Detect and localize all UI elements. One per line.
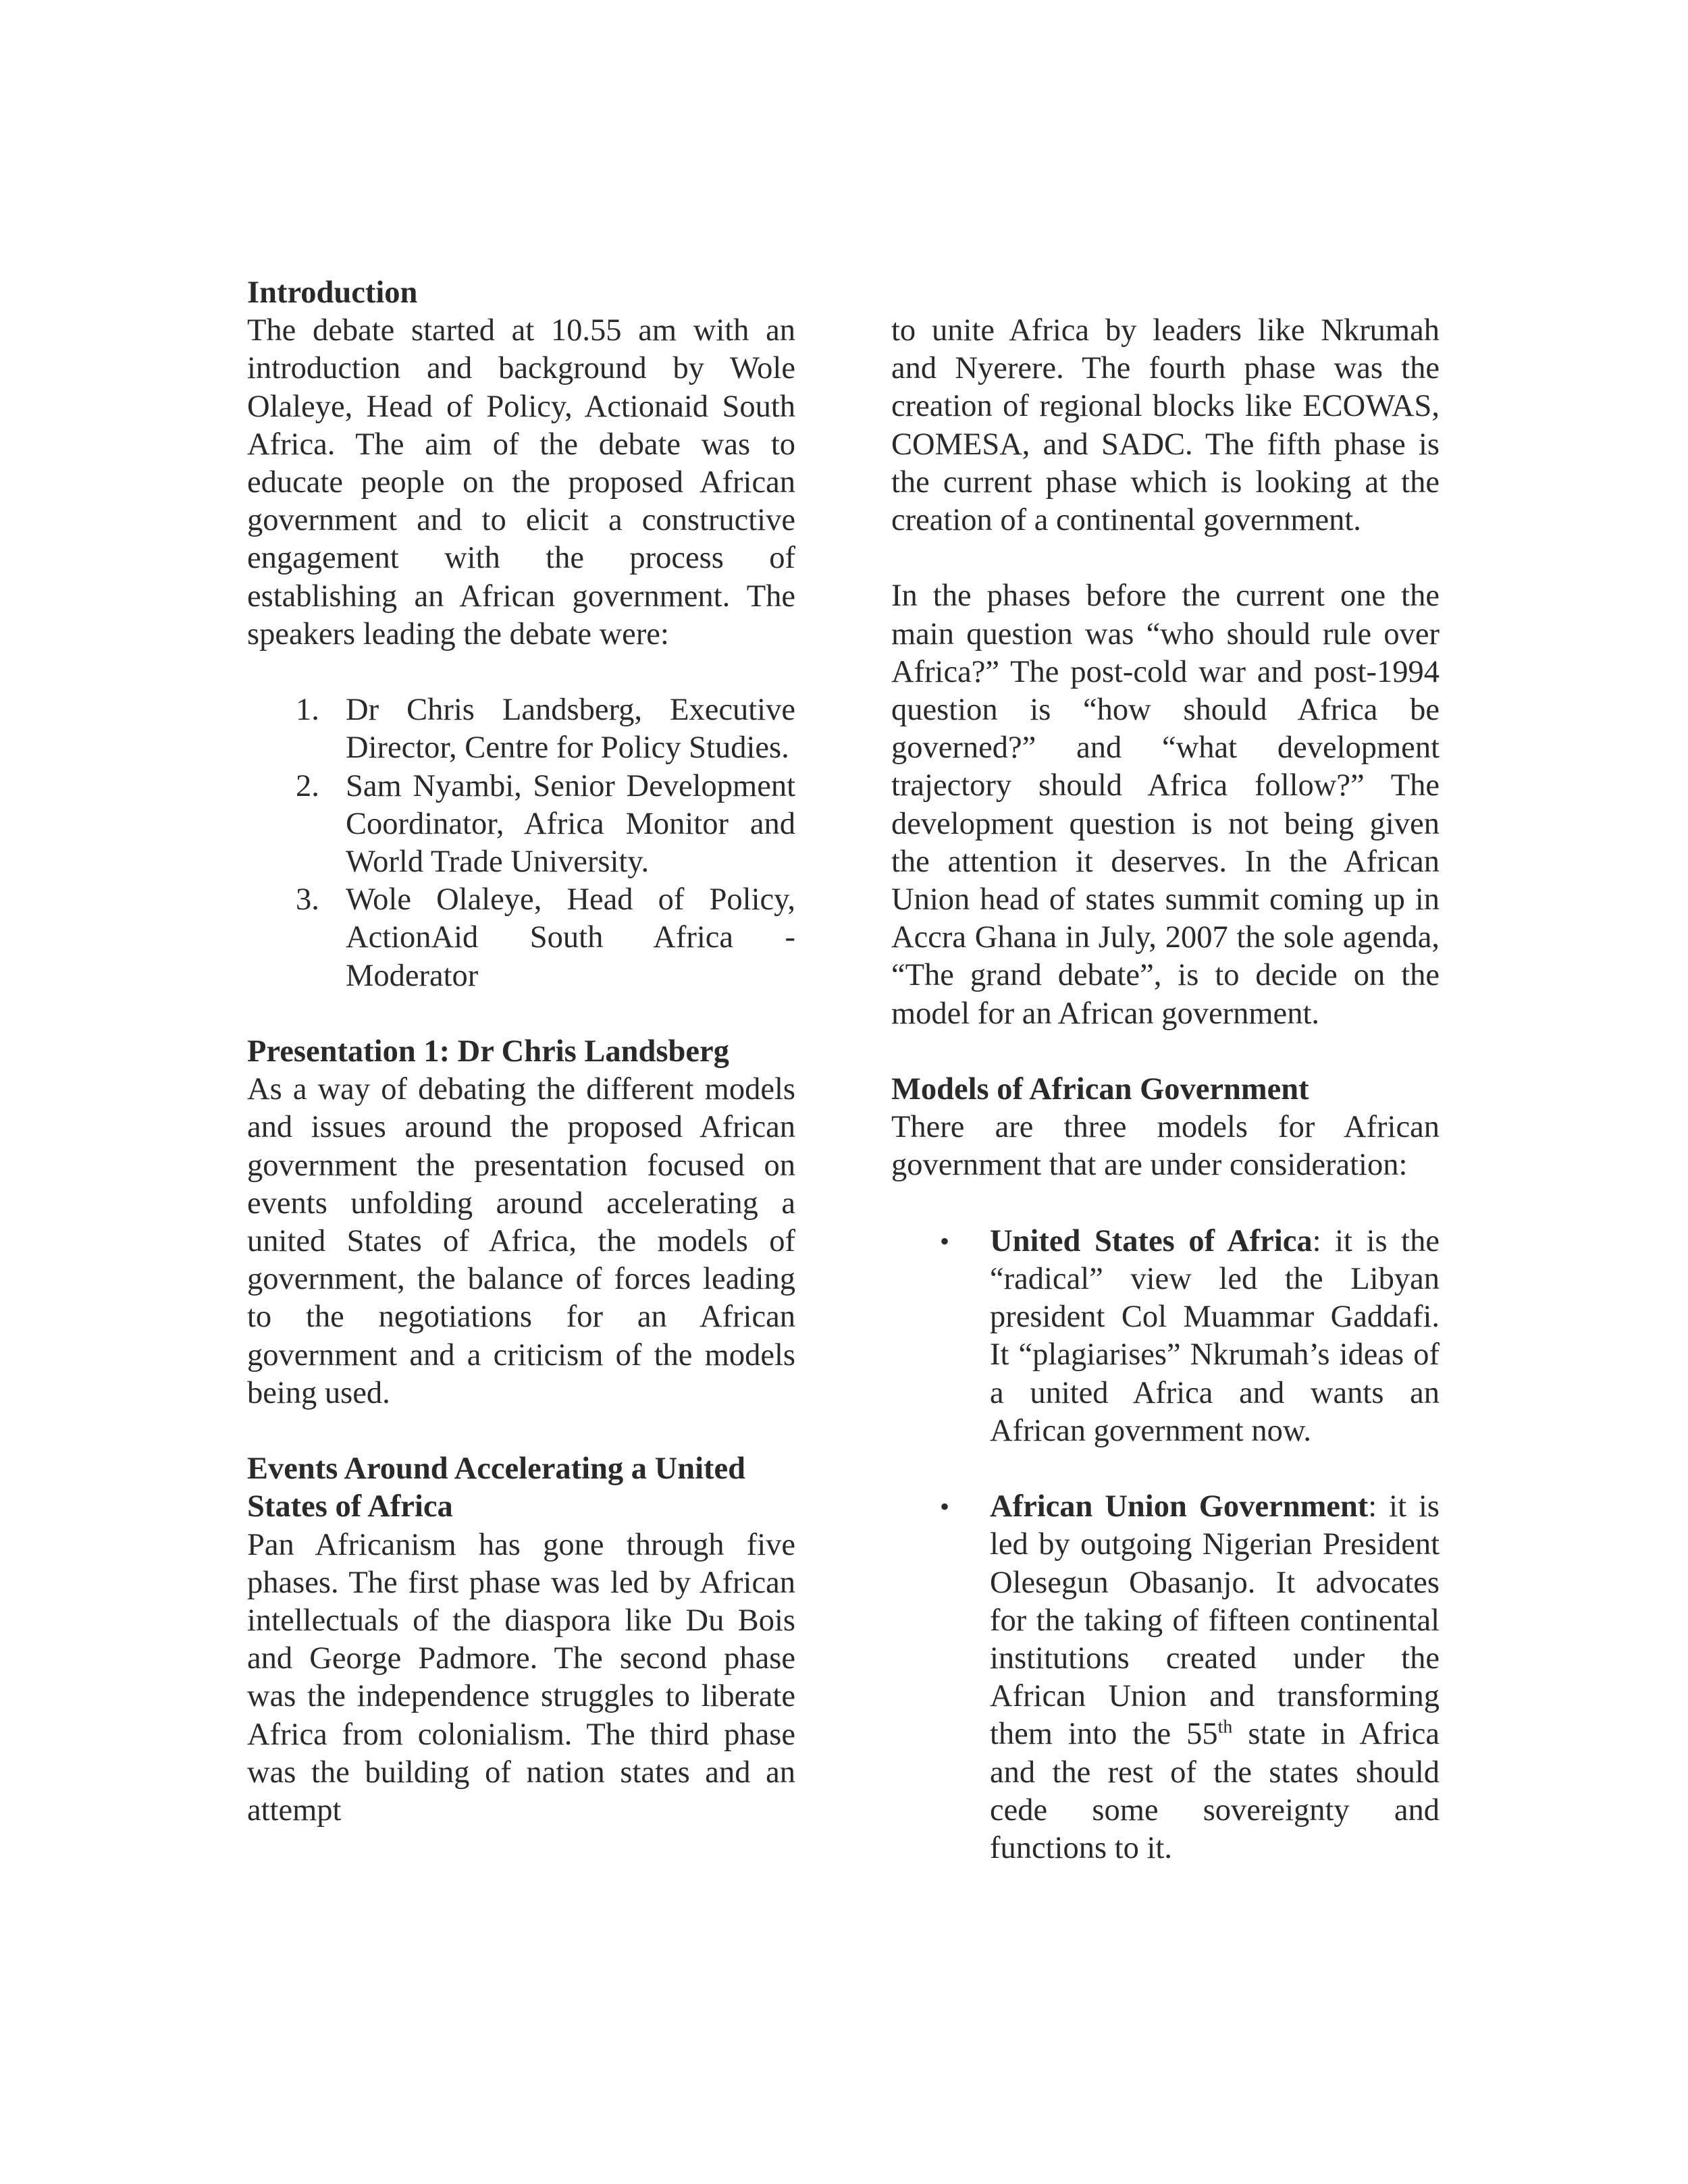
right-column — [891, 312, 1440, 1867]
models-intro-paragraph: There are three models for African government that are under consideration: — [891, 1110, 1440, 1183]
speaker-text: Dr Chris Landsberg, Executive Director, Centre for Policy Studies. — [346, 693, 795, 766]
model-term: African Union Government — [990, 1489, 1369, 1524]
model-description-continued: state in Africa and the rest of the states should cede some sovereignty and functions to it. — [990, 1717, 1440, 1866]
left-column — [247, 274, 795, 1830]
model-description: : it is the “radical” view led the Libyan president Col Muammar Gaddafi. It “plagiarises” Nkrumah’s ideas of a united Africa and wants an African government now. — [990, 1223, 1440, 1448]
list-item — [891, 1488, 1440, 1867]
model-term: United States of Africa — [990, 1223, 1313, 1258]
spacer — [247, 995, 795, 1033]
models-list — [891, 1223, 1440, 1867]
continuation-paragraph: to unite Africa by leaders like Nkrumah and Nyerere. The fourth phase was the creation of regional blocks like ECOWAS, COMESA, and SADC. The fifth phase is the current phase which is looking at the creation of a continental government. — [891, 313, 1440, 538]
bullet-icon: • — [940, 1491, 950, 1522]
spacer — [891, 1185, 1440, 1223]
list-item — [247, 881, 795, 995]
phases-paragraph: In the phases before the current one the main question was “who should rule over Africa?” The post-cold war and post-1994 question is “how should Africa be governed?” and “what development trajectory should Africa follow?” The development question is not being given the attention it deserves. In the African Union head of states summit coming up in Accra Ghana in July, 2007 the sole agenda, “The grand debate”, is to decide on the model for an African government. — [891, 579, 1440, 1031]
ordinal-suffix: th — [1217, 1716, 1233, 1738]
spacer — [891, 539, 1440, 577]
speaker-text: Wole Olaleye, Head of Policy, ActionAid South Africa - Moderator — [346, 882, 795, 993]
events-heading: Events Around Accelerating a United States of Africa — [247, 1451, 745, 1524]
list-item — [247, 768, 795, 882]
events-paragraph: Pan Africanism has gone through five phases. The first phase was led by African intellectuals of the diaspora like Du Bois and George Padmore. The second phase was the independence struggles to liberate Africa from colonialism. The third phase was the building of nation states and an attempt — [247, 1527, 795, 1828]
presentation-heading: Presentation 1: Dr Chris Landsberg — [247, 1034, 729, 1069]
bullet-icon: • — [940, 1225, 950, 1256]
speakers-list — [247, 691, 795, 995]
presentation-paragraph: As a way of debating the different models and issues around the proposed African government the presentation focused on events unfolding around accelerating a united States of Africa, the models of government, the balance of forces leading to the negotiations for an African government and a criticism of the models being used. — [247, 1072, 795, 1410]
list-number: 2. — [296, 768, 319, 803]
spacer — [247, 1412, 795, 1450]
spacer — [247, 654, 795, 691]
introduction-paragraph: The debate started at 10.55 am with an introduction and background by Wole Olaleye, Head of Policy, Actionaid South Africa. The aim of the debate was to educate people on the proposed African government and to elicit a constructive engagement with the process of establishing an African government. The speakers leading the debate were: — [247, 313, 795, 651]
list-item — [247, 691, 795, 767]
list-number: 1. — [296, 693, 319, 728]
list-item — [891, 1223, 1440, 1450]
models-heading: Models of African Government — [891, 1072, 1309, 1107]
list-number: 3. — [296, 882, 319, 917]
model-description: : it is led by outgoing Nigerian President Olesegun Obasanjo. It advocates for the taking of fifteen continental institutions created under the African Union and transforming them into the 55 — [990, 1489, 1440, 1752]
introduction-heading: Introduction — [247, 275, 418, 310]
speaker-text: Sam Nyambi, Senior Development Coordinator, Africa Monitor and World Trade University. — [346, 768, 795, 880]
spacer — [891, 1033, 1440, 1071]
